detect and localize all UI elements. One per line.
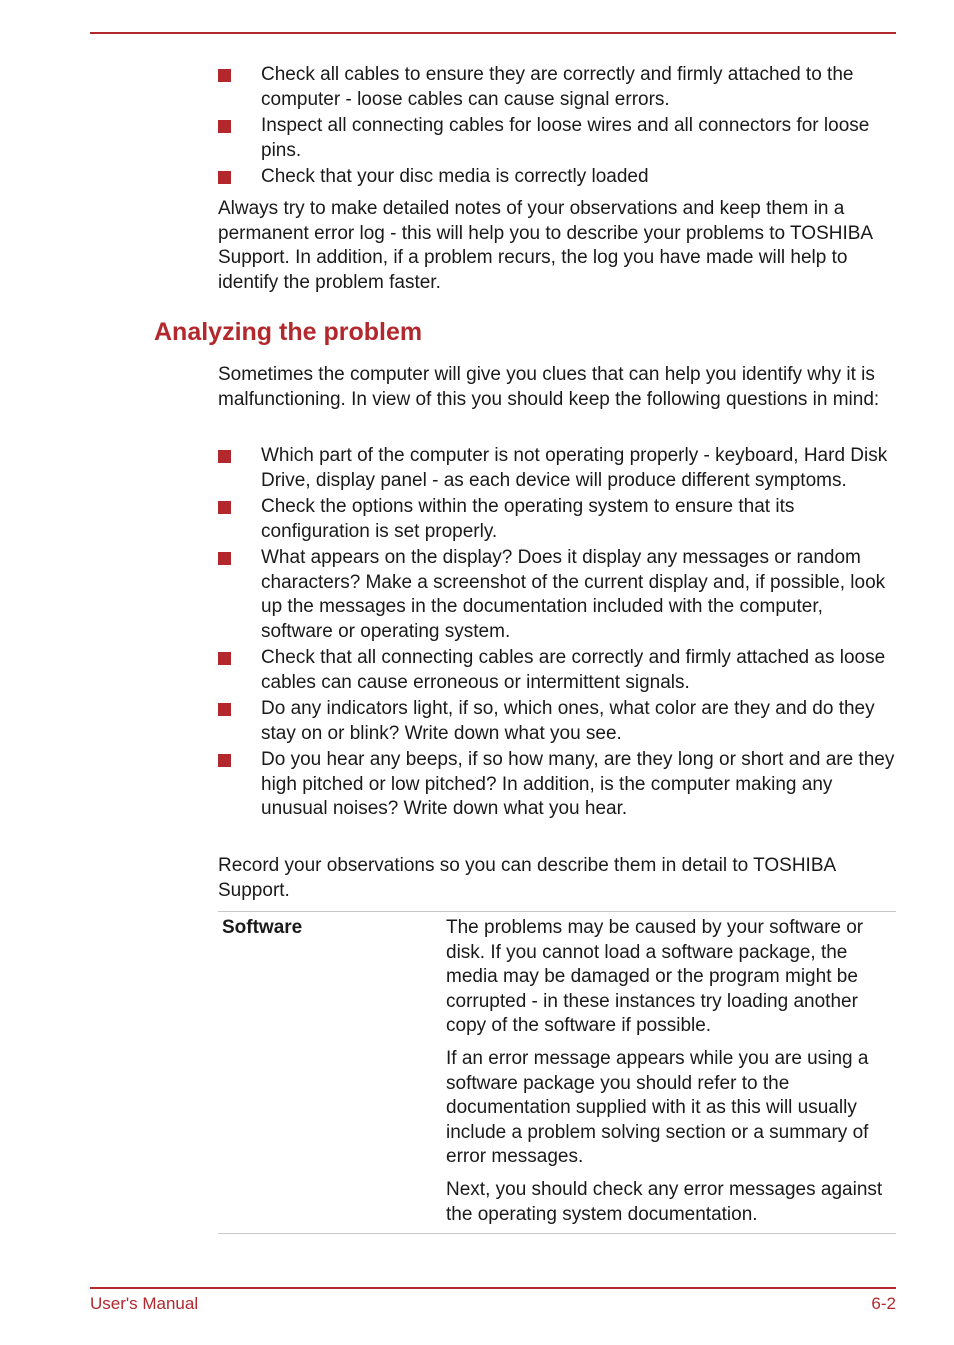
footer-title: User's Manual [90,1294,199,1313]
square-bullet-icon [218,69,231,82]
square-bullet-icon [218,450,231,463]
software-table [218,911,896,1234]
page-number: 6-2 [871,1294,896,1313]
square-bullet-icon [218,171,231,184]
bullet-list-questions [218,444,898,824]
square-bullet-icon [218,552,231,565]
list-item: Check all cables to ensure they are correctly and firmly attached to the computer - loose cables can cause signal errors. [218,63,898,112]
list-item: Check that all connecting cables are correctly and firmly attached as loose cables can cause erroneous or intermittent signals. [218,646,898,695]
description-paragraph: If an error message appears while you are using a software package you should refer to the documentation supplied with it as this will usually include a problem solving section or a summary of error messages. [446,1047,869,1168]
closing-paragraph: Record your observations so you can describe them in detail to TOSHIBA Support. [218,855,836,901]
section-intro: Sometimes the computer will give you clues that can help you identify why it is malfunctioning. In view of this you should keep the following questions in mind: [218,364,880,410]
square-bullet-icon [218,754,231,767]
list-item: Inspect all connecting cables for loose wires and all connectors for loose pins. [218,114,898,163]
description-paragraph: Next, you should check any error messages against the operating system documentation. [446,1178,883,1225]
notes-paragraph: Always try to make detailed notes of your observations and keep them in a permanent error log - this will help you to describe your problems to TOSHIBA Support. In addition, if a problem recurs, the log you have made will help to identify the problem faster. [218,198,873,293]
section-heading: Analyzing the problem [154,318,423,346]
bullet-list-top [218,63,898,191]
description-paragraph: The problems may be caused by your software or disk. If you cannot load a software package, the media may be damaged or the program might be corrupted - in these instances try loading another copy of the software if possible. [446,917,864,1037]
square-bullet-icon [218,652,231,665]
list-item: What appears on the display? Does it display any messages or random characters? Make a screenshot of the current display and, if possible, look up the messages in the documentation included with the computer, software or operating system. [218,546,898,644]
square-bullet-icon [218,703,231,716]
list-item: Which part of the computer is not operating properly - keyboard, Hard Disk Drive, display panel - as each device will produce different symptoms. [218,444,898,493]
square-bullet-icon [218,120,231,133]
footer-rule [90,1287,896,1289]
header-rule [90,32,896,34]
list-item: Check that your disc media is correctly loaded [218,165,898,190]
list-item: Do you hear any beeps, if so how many, are they long or short and are they high pitched or low pitched? In addition, is the computer making any unusual noises? Write down what you hear. [218,748,898,822]
table-row-description [446,912,892,1233]
list-item: Do any indicators light, if so, which ones, what color are they and do they stay on or blink? Write down what you see. [218,697,898,746]
square-bullet-icon [218,501,231,514]
table-row-label: Software [222,917,303,938]
list-item: Check the options within the operating system to ensure that its configuration is set properly. [218,495,898,544]
